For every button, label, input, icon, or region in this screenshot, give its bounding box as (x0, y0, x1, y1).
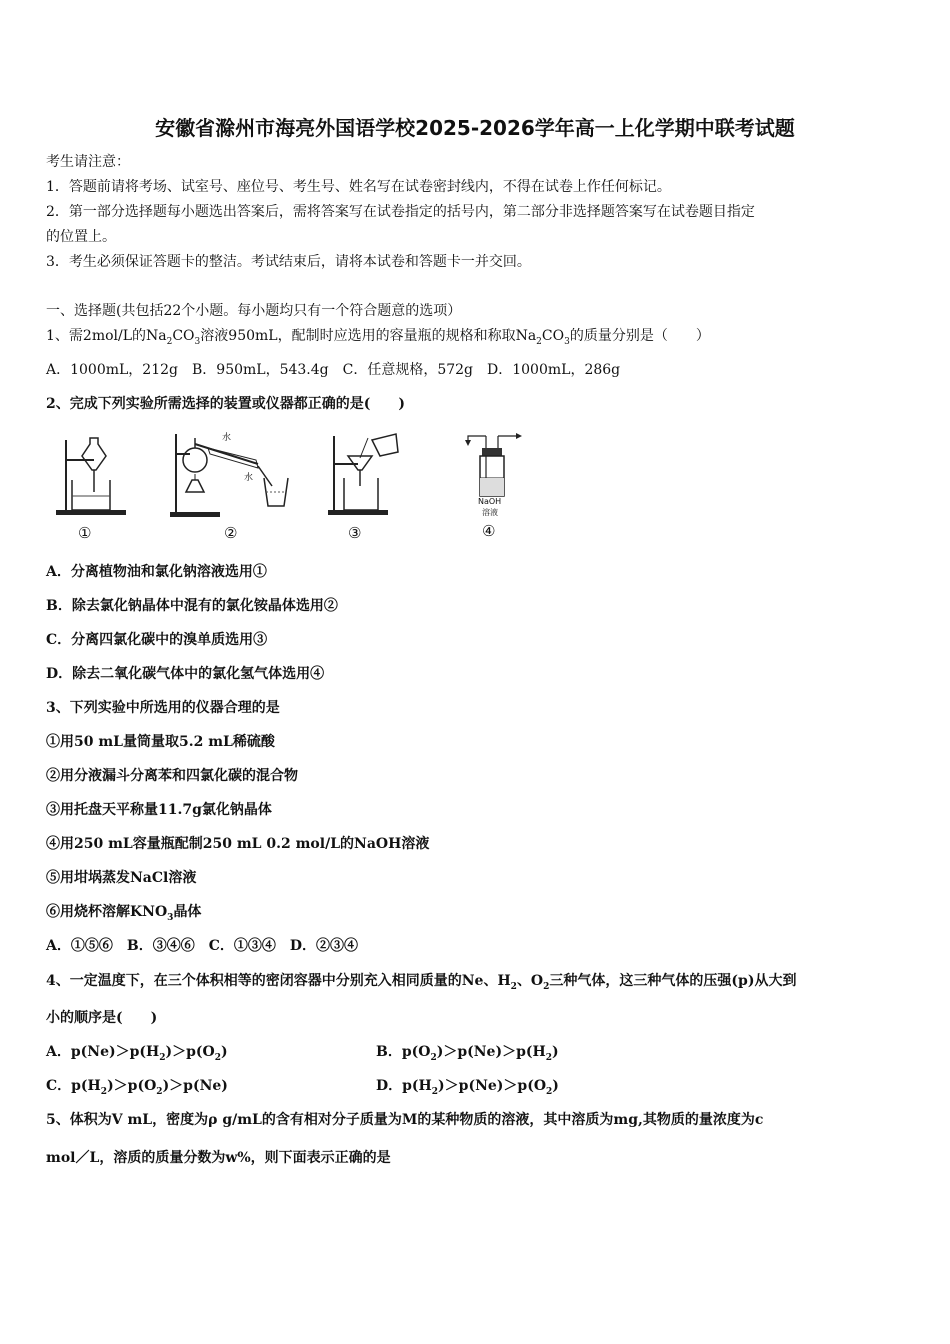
apparatus-label: ① (78, 524, 92, 542)
apparatus-4-label: NaOH (478, 497, 502, 506)
apparatus-4-label: 溶液 (482, 508, 498, 517)
section-heading: 一、选择题(共包括22个小题。每小题均只有一个符合题意的选项） (46, 303, 462, 319)
question-3-item: ⑥用烧杯溶解$KNO_3$晶体 (46, 904, 202, 923)
question-4-option-a: A．$p(Ne)>p(H_2)>p(O_2)$ (46, 1044, 228, 1063)
apparatus-label: ④ (482, 522, 496, 540)
question-4-option-b: B．$p(O_2)>p(Ne)>p(H_2)$ (376, 1044, 559, 1063)
notice-item: 的位置上。 (46, 229, 116, 245)
question-2-option: B．除去氯化钠晶体中混有的氯化铵晶体选用② (46, 598, 338, 614)
notice-item: 1．答题前请将考场、试室号、座位号、考生号、姓名写在试卷密封线内，不得在试卷上作任何标记。 (46, 179, 671, 195)
question-3-item: ③用托盘天平称量11.7g氯化钠晶体 (46, 802, 272, 818)
apparatus-label: ② (224, 524, 238, 542)
question-1-options: A．1000mL，212g B．950mL，543.4g C．任意规格，572g D．1000mL，286g (46, 362, 621, 378)
question-4-stem: 4、一定温度下，在三个体积相等的密闭容器中分别充入相同质量的Ne、$H_2$、$O_2$三种气体，这三种气体的压强(p)从大到 (46, 973, 797, 992)
apparatus-2-label: 水 (222, 433, 232, 443)
question-4-option-d: D．$p(H_2)>p(Ne)>p(O_2)$ (376, 1078, 559, 1097)
separatory-funnel-apparatus-icon (52, 430, 132, 520)
question-3-options: A．①⑤⑥ B．③④⑥ C．①③④ D．②③④ (46, 938, 358, 954)
question-3-stem: 3、下列实验中所选用的仪器合理的是 (46, 700, 280, 716)
notice-item: 3．考生必须保证答题卡的整洁。考试结束后，请将本试卷和答题卡一并交回。 (46, 254, 531, 270)
question-5-stem: 5、体积为V mL，密度为ρ g/mL的含有相对分子质量为M的某种物质的溶液，其中溶质为mg,其物质的量浓度为c (46, 1112, 764, 1128)
page-title: 安徽省滁州市海亮外国语学校2025-2026学年高一上化学期中联考试题 (155, 116, 795, 140)
question-3-item: ①用50 mL量筒量取5.2 mL稀硫酸 (46, 734, 275, 750)
notice-heading: 考生请注意： (46, 154, 130, 170)
question-2-stem: 2、完成下列实验所需选择的装置或仪器都正确的是( ) (46, 396, 405, 412)
question-5-stem-cont: mol／L，溶质的质量分数为w%，则下面表示正确的是 (46, 1150, 391, 1166)
question-3-item: ②用分液漏斗分离苯和四氯化碳的混合物 (46, 768, 298, 784)
question-4-stem-cont: 小的顺序是( ) (46, 1010, 158, 1026)
question-1-stem: 1、需2mol/L的$Na_2CO_3$溶液950mL，配制时应选用的容量瓶的规格和称取$Na_2CO_3$的质量分别是（ ） (46, 328, 710, 347)
distillation-apparatus-icon (168, 430, 293, 522)
question-2-option: D．除去二氧化碳气体中的氯化氢气体选用④ (46, 666, 325, 682)
pouring-apparatus-icon (324, 430, 404, 520)
notice-item: 2．第一部分选择题每小题选出答案后，需将答案写在试卷指定的括号内，第二部分非选择题答案写在试卷题目指定 (46, 204, 755, 220)
question-4-option-c: C．$p(H_2)>p(O_2)>p(Ne)$ (46, 1078, 228, 1097)
question-3-item: ④用250 mL容量瓶配制250 mL 0.2 mol/L的NaOH溶液 (46, 836, 430, 852)
question-2-option: C．分离四氯化碳中的溴单质选用③ (46, 632, 268, 648)
question-2-option: A．分离植物油和氯化钠溶液选用① (46, 564, 267, 580)
question-3-item: ⑤用坩埚蒸发NaCl溶液 (46, 870, 197, 886)
apparatus-label: ③ (348, 524, 362, 542)
apparatus-2-label: 水 (244, 473, 254, 483)
